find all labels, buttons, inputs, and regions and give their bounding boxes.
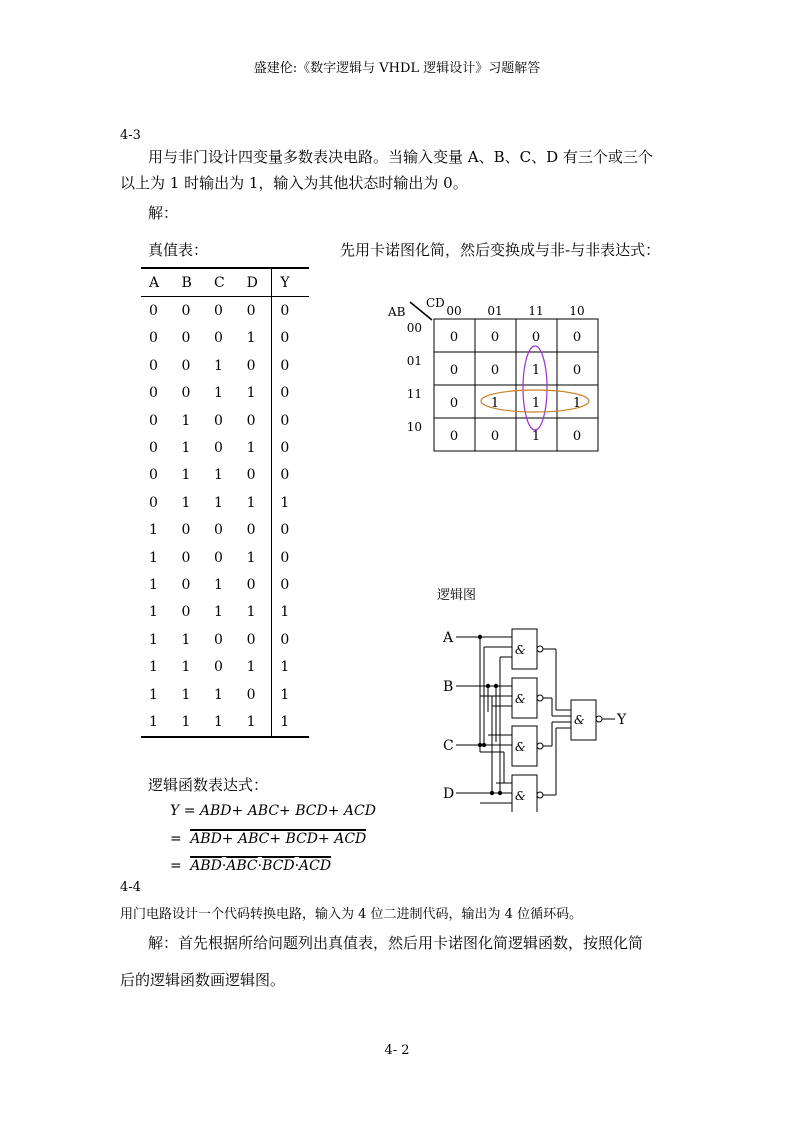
header-c: C [206, 269, 239, 297]
truth-table-cell: 0 [214, 631, 223, 648]
truth-table-row [141, 434, 309, 461]
truth-table-cell: 0 [149, 412, 158, 429]
truth-table-cell: 1 [181, 412, 191, 429]
truth-table-cell: 0 [181, 385, 191, 402]
truth-table-row [141, 653, 309, 680]
truth-table-cell: 0 [246, 522, 256, 539]
truth-table-cell: 1 [181, 686, 191, 703]
truth-table-row [141, 626, 309, 653]
truth-table-row [141, 407, 309, 434]
truth-table-cell: 0 [272, 325, 309, 352]
term-acd: $\overline{ACD}$ [299, 858, 332, 874]
truth-table-cell: 0 [149, 494, 158, 511]
truth-table-cell: 0 [181, 576, 191, 593]
truth-table-cell: 0 [272, 626, 309, 653]
truth-table-cell: 1 [214, 467, 223, 484]
truth-table-cell: 0 [181, 549, 191, 566]
truth-table-cell: 1 [272, 653, 309, 680]
double-negation [190, 829, 366, 847]
kmap-col-var: CD [426, 296, 445, 310]
gate-symbol-4: & [515, 789, 526, 803]
truth-table-cell: 0 [149, 357, 158, 374]
truth-table-cell: 1 [149, 522, 158, 539]
truth-table-row [141, 325, 309, 352]
truth-table-row [141, 380, 309, 407]
truth-table-cell: 0 [272, 352, 309, 379]
header-y: Y [272, 269, 309, 297]
problem-number-4-3: 4-3 [120, 128, 141, 143]
kmap-cell-value: 1 [572, 396, 582, 411]
truth-table-cell: 1 [181, 440, 191, 457]
truth-table-cell: 0 [181, 522, 191, 539]
truth-table-cell: 0 [149, 303, 158, 320]
truth-table-cell: 1 [214, 686, 223, 703]
input-label-b: B [443, 679, 454, 695]
kmap-intro: 先用卡诺图化简，然后变换成与非-与非表达式： [340, 241, 661, 259]
kmap-cell-value: 1 [531, 396, 541, 411]
truth-table-cell: 0 [246, 686, 256, 703]
problem-4-4-line-1: 用门电路设计一个代码转换电路，输入为 4 位二进制代码，输出为 4 位循环码。 [120, 907, 583, 922]
expression-label: 逻辑函数表达式： [148, 776, 269, 794]
nand-product [190, 856, 331, 874]
truth-table-cell: 0 [214, 659, 223, 676]
truth-table-row [141, 352, 309, 379]
kmap-group-vertical [523, 346, 547, 430]
problem-line-1: 用与非门设计四变量多数表决电路。当输入变量 A、B、C、D 有三个或三个 [148, 148, 653, 166]
kmap-cell-value: 0 [490, 429, 500, 444]
truth-table-row [141, 297, 309, 325]
truth-table-cell: 0 [214, 522, 223, 539]
kmap-cell-value: 1 [490, 396, 500, 411]
kmap-cell-value: 0 [449, 429, 459, 444]
truth-table-cell: 1 [246, 604, 256, 621]
truth-table-row [141, 489, 309, 516]
truth-table-cell: 1 [149, 686, 158, 703]
problem-line-2: 以上为 1 时输出为 1，输入为其他状态时输出为 0。 [120, 174, 468, 192]
kmap-cell-value: 1 [531, 363, 541, 378]
kmap-cell-value: 0 [531, 330, 541, 345]
problem-4-4-line-3: 后的逻辑函数画逻辑图。 [120, 971, 286, 989]
truth-table-cell: 0 [246, 303, 256, 320]
truth-table-cell: 1 [149, 713, 158, 730]
gate-symbol-2: & [515, 692, 526, 706]
truth-table-cell: 1 [214, 713, 223, 730]
kmap-cell-value: 0 [449, 396, 459, 411]
truth-table-cell: 1 [246, 494, 256, 511]
truth-table-cell: 1 [214, 494, 223, 511]
truth-table-cell: 1 [149, 576, 158, 593]
kmap-row-label: 11 [406, 387, 422, 401]
truth-table-cell: 1 [149, 604, 158, 621]
truth-table-cell: 0 [272, 380, 309, 407]
kmap-cell-value: 0 [490, 330, 500, 345]
truth-table-cell: 0 [149, 385, 158, 402]
term-abd: $\overline{ABD}$ [190, 858, 222, 874]
inverter-bubble-3 [537, 743, 543, 749]
truth-table [141, 267, 309, 738]
truth-table-cell: 0 [272, 517, 309, 544]
kmap-col-label: 01 [487, 304, 503, 318]
input-label-d: D [443, 786, 455, 802]
product-dot-3: · [294, 858, 300, 874]
truth-table-row [141, 599, 309, 626]
truth-table-cell: 0 [214, 330, 223, 347]
truth-table-cell: 1 [149, 549, 158, 566]
input-label-a: A [443, 630, 454, 646]
truth-table-cell: 0 [272, 571, 309, 598]
truth-table-cell: 0 [272, 407, 309, 434]
inverter-bubble-4 [537, 792, 543, 798]
output-label-y: Y [617, 712, 627, 728]
expression-equals-2: = [170, 831, 182, 847]
truth-table-cell: 1 [181, 467, 191, 484]
truth-table-cell: 0 [272, 462, 309, 489]
term-abc: $\overline{ABC}$ [226, 858, 258, 874]
kmap-cell-value: 0 [449, 330, 459, 345]
truth-table-cell: 1 [246, 549, 256, 566]
expression-sum: = ABD+ ABC+ BCD+ ACD [183, 803, 376, 819]
kmap-col-label: 00 [446, 304, 462, 318]
input-label-c: C [443, 738, 454, 754]
truth-table-cell: 0 [246, 631, 256, 648]
inverter-bubble-output [596, 716, 602, 722]
truth-table-cell: 0 [181, 330, 191, 347]
product-dot-1: · [221, 858, 227, 874]
truth-table-cell: 1 [181, 713, 191, 730]
truth-table-cell: 1 [246, 659, 256, 676]
truth-table-row [141, 544, 309, 571]
truth-table-cell: 1 [181, 659, 191, 676]
kmap-col-label: 11 [528, 304, 544, 318]
truth-table-row [141, 708, 309, 735]
expression-line-3 [170, 856, 331, 874]
header-d: D [239, 269, 272, 297]
header-b: B [174, 269, 207, 297]
truth-table-cell: 0 [214, 412, 223, 429]
truth-table-cell: 0 [149, 467, 158, 484]
kmap-cell-value: 0 [572, 330, 582, 345]
truth-table-cell: 1 [181, 494, 191, 511]
truth-table-cell: 1 [246, 385, 256, 402]
truth-table-cell: 0 [181, 604, 191, 621]
truth-table-cell: 0 [149, 330, 158, 347]
kmap-cell-value: 0 [490, 363, 500, 378]
truth-table-cell: 1 [246, 713, 256, 730]
truth-table-cell: 0 [246, 467, 256, 484]
page-footer: 4- 2 [384, 1043, 410, 1058]
truth-table-cell: 0 [272, 544, 309, 571]
gate-symbol-output: & [574, 713, 585, 727]
problem-4-4-line-2: 解：首先根据所给问题列出真值表，然后用卡诺图化简逻辑函数，按照化简 [148, 934, 644, 952]
kmap-row-label: 10 [406, 420, 422, 434]
truth-table-header-row [141, 269, 309, 297]
kmap-row-var: AB [388, 305, 406, 319]
inverter-bubble-1 [537, 646, 543, 652]
product-dot-2: · [257, 858, 263, 874]
truth-table-cell: 1 [246, 330, 256, 347]
solution-label: 解： [148, 204, 179, 222]
truth-table-cell: 0 [246, 412, 256, 429]
truth-table-cell: 0 [214, 440, 223, 457]
truth-table-label: 真值表： [148, 241, 209, 259]
truth-table-cell: 1 [272, 708, 309, 735]
truth-table-cell: 1 [246, 440, 256, 457]
kmap-cell-value: 1 [531, 429, 541, 444]
logic-diagram-title: 逻辑图 [437, 588, 477, 603]
gate-symbol-3: & [515, 740, 526, 754]
truth-table-cell: 1 [149, 631, 158, 648]
truth-table-row [141, 517, 309, 544]
truth-table-cell: 1 [214, 576, 223, 593]
truth-table-row [141, 571, 309, 598]
kmap-cell-value: 0 [572, 429, 582, 444]
expression-line-2 [170, 829, 366, 847]
page-header: 盛建伦:《数字逻辑与 VHDL 逻辑设计》习题解答 [253, 61, 541, 76]
gate-symbol-1: & [515, 643, 526, 657]
expression-line-1 [170, 803, 376, 819]
truth-table-cell: 0 [149, 440, 158, 457]
kmap-cell-value: 0 [449, 363, 459, 378]
truth-table-cell: 0 [246, 576, 256, 593]
truth-table-cell: 0 [181, 357, 191, 374]
truth-table-cell: 0 [214, 303, 223, 320]
truth-table-cell: 0 [272, 434, 309, 461]
header-a: A [141, 269, 174, 297]
kmap-row-label: 01 [406, 354, 422, 368]
truth-table-cell: 1 [214, 385, 223, 402]
truth-table-cell: 1 [272, 681, 309, 708]
karnaugh-map [380, 292, 610, 457]
truth-table-cell: 0 [246, 357, 256, 374]
expression-equals-3: = [170, 858, 182, 874]
inverter-bubble-2 [537, 695, 543, 701]
truth-table-cell: 1 [181, 631, 191, 648]
truth-table-cell: 1 [149, 659, 158, 676]
expression-lhs: Y [170, 803, 180, 819]
truth-table-row [141, 462, 309, 489]
truth-table-cell: 1 [272, 599, 309, 626]
truth-table-cell: 0 [214, 549, 223, 566]
truth-table-row [141, 681, 309, 708]
problem-number-4-4: 4-4 [120, 880, 141, 895]
double-negation-inner: ABD+ ABC+ BCD+ ACD [190, 831, 367, 847]
truth-table-cell: 0 [181, 303, 191, 320]
kmap-col-label: 10 [569, 304, 585, 318]
truth-table-cell: 0 [272, 297, 309, 325]
kmap-row-label: 00 [406, 321, 422, 335]
truth-table-cell: 1 [214, 357, 223, 374]
term-bcd: $\overline{BCD}$ [262, 858, 295, 874]
kmap-cell-value: 0 [572, 363, 582, 378]
truth-table-cell: 1 [214, 604, 223, 621]
truth-table-cell: 1 [272, 489, 309, 516]
logic-diagram [440, 612, 640, 812]
